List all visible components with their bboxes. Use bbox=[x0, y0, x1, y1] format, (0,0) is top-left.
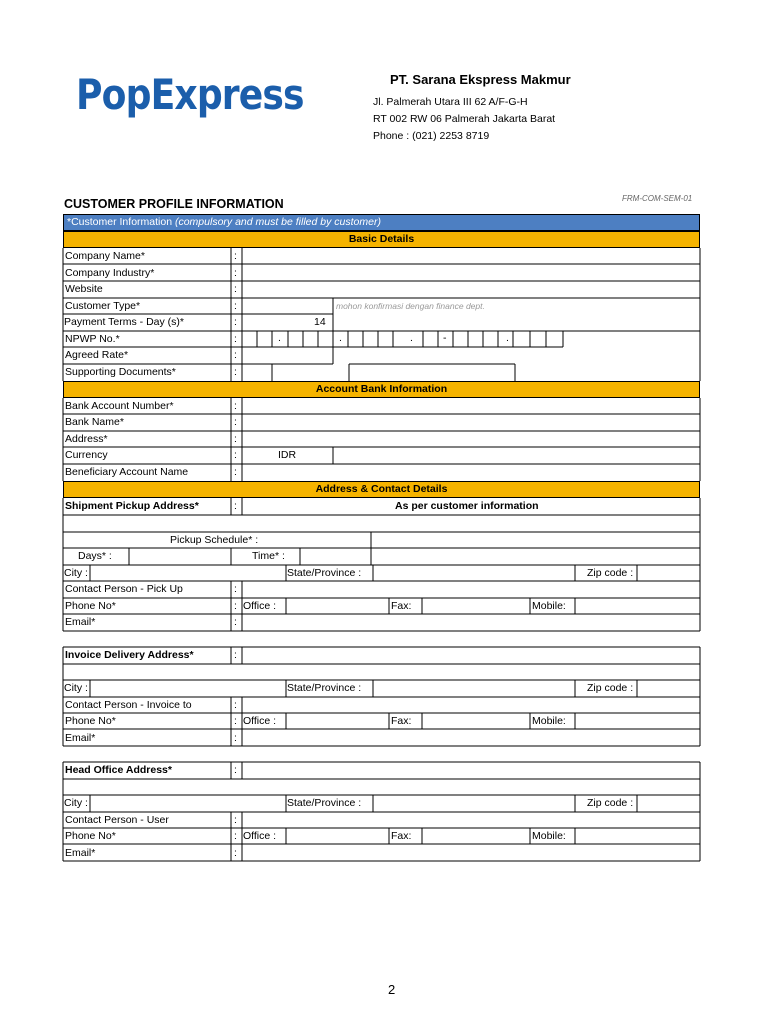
npwp-separator: . bbox=[339, 332, 342, 344]
fax-label: Fax: bbox=[391, 715, 412, 727]
colon: : bbox=[234, 400, 237, 412]
address-contact-heading: Address & Contact Details bbox=[63, 481, 700, 498]
fax-label: Fax: bbox=[391, 830, 412, 842]
company-address-line-1: Jl. Palmerah Utara III 62 A/F-G-H bbox=[373, 96, 528, 108]
colon: : bbox=[234, 732, 237, 744]
colon: : bbox=[234, 466, 237, 478]
popexpress-logo: PopExpress bbox=[76, 70, 304, 119]
page-number: 2 bbox=[388, 982, 396, 997]
state-label: State/Province : bbox=[287, 567, 362, 579]
colon: : bbox=[234, 715, 237, 727]
city-label: City : bbox=[64, 682, 88, 694]
email-label: Email* bbox=[65, 616, 96, 628]
colon: : bbox=[234, 449, 237, 461]
state-label: State/Province : bbox=[287, 797, 362, 809]
company-industry-label: Company Industry* bbox=[65, 267, 155, 279]
website-label: Website bbox=[65, 283, 103, 295]
city-label: City : bbox=[64, 797, 88, 809]
time-label: Time* : bbox=[252, 550, 285, 562]
colon: : bbox=[234, 267, 237, 279]
office-label: Office : bbox=[243, 715, 277, 727]
colon: : bbox=[234, 283, 237, 295]
zip-label: Zip code : bbox=[587, 567, 634, 579]
office-label: Office : bbox=[243, 830, 277, 842]
fax-label: Fax: bbox=[391, 600, 412, 612]
bank-name-label: Bank Name* bbox=[65, 416, 124, 428]
zip-label: Zip code : bbox=[587, 797, 634, 809]
form-title: CUSTOMER PROFILE INFORMATION bbox=[64, 197, 284, 211]
company-name: PT. Sarana Ekspress Makmur bbox=[390, 72, 571, 87]
npwp-separator: . bbox=[410, 332, 413, 344]
contact-invoice-label: Contact Person - Invoice to bbox=[65, 699, 192, 711]
mobile-label: Mobile: bbox=[532, 715, 566, 727]
invoice-address-label: Invoice Delivery Address* bbox=[65, 649, 194, 661]
account-bank-heading: Account Bank Information bbox=[63, 381, 700, 398]
pickup-schedule-label: Pickup Schedule* : bbox=[170, 534, 259, 546]
colon: : bbox=[234, 349, 237, 361]
colon: : bbox=[234, 416, 237, 428]
company-address-line-2: RT 002 RW 06 Palmerah Jakarta Barat bbox=[373, 113, 556, 125]
colon: : bbox=[234, 316, 237, 328]
company-name-label: Company Name* bbox=[65, 250, 145, 262]
npwp-separator: - bbox=[443, 332, 447, 344]
currency-value[interactable]: IDR bbox=[278, 449, 297, 461]
as-per-customer-info: As per customer information bbox=[395, 500, 539, 512]
zip-label: Zip code : bbox=[587, 682, 634, 694]
agreed-rate-label: Agreed Rate* bbox=[65, 349, 129, 361]
form-code: FRM-COM-SEM-01 bbox=[622, 194, 693, 203]
colon: : bbox=[234, 366, 237, 378]
bank-address-label: Address* bbox=[65, 433, 108, 445]
npwp-label: NPWP No.* bbox=[65, 333, 120, 345]
npwp-separator: . bbox=[278, 332, 281, 344]
payment-terms-value[interactable]: 14 bbox=[314, 316, 326, 328]
email-label: Email* bbox=[65, 732, 96, 744]
customer-info-note: (compulsory and must be filled by customer) bbox=[174, 216, 381, 228]
colon: : bbox=[234, 814, 237, 826]
days-label: Days* : bbox=[78, 550, 112, 562]
head-office-address-label: Head Office Address* bbox=[65, 764, 172, 776]
colon: : bbox=[234, 699, 237, 711]
payment-terms-label: Payment Terms - Day (s)* bbox=[64, 316, 184, 328]
shipment-pickup-label: Shipment Pickup Address* bbox=[65, 500, 199, 512]
colon: : bbox=[234, 583, 237, 595]
mobile-label: Mobile: bbox=[532, 600, 566, 612]
phone-label: Phone No* bbox=[65, 600, 116, 612]
contact-user-label: Contact Person - User bbox=[65, 814, 169, 826]
company-phone: Phone : (021) 2253 8719 bbox=[373, 130, 490, 142]
colon: : bbox=[234, 333, 237, 345]
colon: : bbox=[234, 764, 237, 776]
colon: : bbox=[234, 250, 237, 262]
colon: : bbox=[234, 433, 237, 445]
beneficiary-label: Beneficiary Account Name bbox=[65, 466, 189, 478]
colon: : bbox=[234, 300, 237, 312]
email-label: Email* bbox=[65, 847, 96, 859]
phone-label: Phone No* bbox=[65, 715, 116, 727]
colon: : bbox=[234, 616, 237, 628]
colon: : bbox=[234, 847, 237, 859]
mobile-label: Mobile: bbox=[532, 830, 566, 842]
basic-details-heading: Basic Details bbox=[63, 231, 700, 248]
colon: : bbox=[234, 649, 237, 661]
supporting-docs-label: Supporting Documents* bbox=[65, 366, 176, 378]
colon: : bbox=[234, 830, 237, 842]
colon: : bbox=[234, 500, 237, 512]
state-label: State/Province : bbox=[287, 682, 362, 694]
colon: : bbox=[234, 600, 237, 612]
office-label: Office : bbox=[243, 600, 277, 612]
customer-type-label: Customer Type* bbox=[65, 300, 141, 312]
currency-label: Currency bbox=[65, 449, 108, 461]
contact-pickup-label: Contact Person - Pick Up bbox=[65, 583, 183, 595]
phone-label: Phone No* bbox=[65, 830, 116, 842]
customer-info-label: *Customer Information bbox=[67, 216, 173, 228]
bank-account-number-label: Bank Account Number* bbox=[65, 400, 174, 412]
customer-type-note: mohon konfirmasi dengan finance dept. bbox=[336, 301, 485, 311]
npwp-separator: . bbox=[506, 332, 509, 344]
city-label: City : bbox=[64, 567, 88, 579]
